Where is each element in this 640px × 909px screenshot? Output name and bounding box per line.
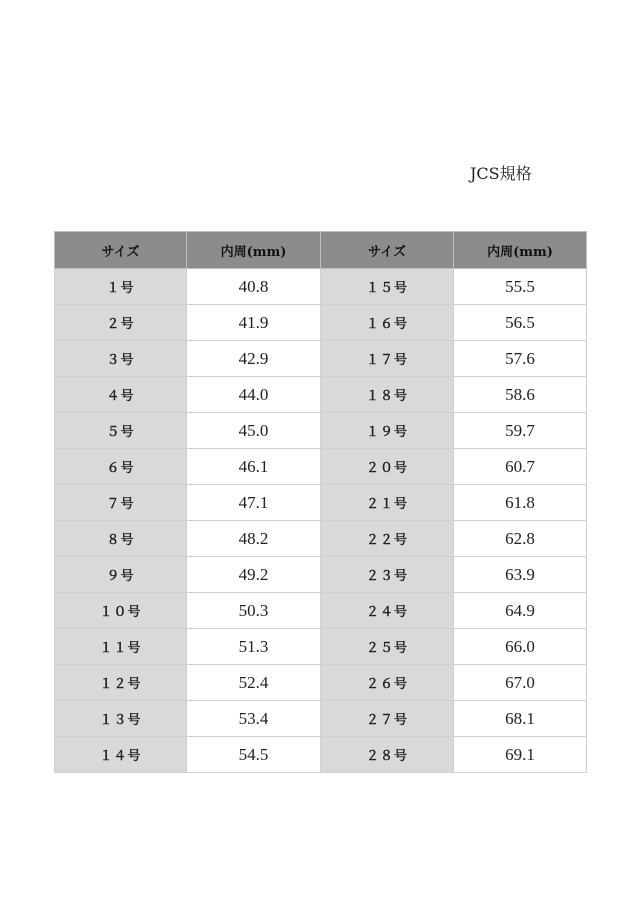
document-title: JCS規格 bbox=[470, 164, 532, 183]
circumference-cell-left: 51.3 bbox=[187, 629, 321, 665]
table-row bbox=[55, 701, 587, 737]
circumference-cell-left: 50.3 bbox=[187, 593, 321, 629]
circumference-cell-right: 69.1 bbox=[454, 737, 587, 773]
circumference-cell-left: 49.2 bbox=[187, 557, 321, 593]
size-cell-right: ２３号 bbox=[321, 557, 454, 593]
circumference-cell-right: 66.0 bbox=[454, 629, 587, 665]
header-size-left: サイズ bbox=[55, 232, 187, 269]
circumference-cell-right: 56.5 bbox=[454, 305, 587, 341]
table-row bbox=[55, 377, 587, 413]
circumference-cell-left: 48.2 bbox=[187, 521, 321, 557]
circumference-cell-left: 52.4 bbox=[187, 665, 321, 701]
circumference-cell-left: 47.1 bbox=[187, 485, 321, 521]
circumference-cell-right: 57.6 bbox=[454, 341, 587, 377]
circumference-cell-right: 63.9 bbox=[454, 557, 587, 593]
size-cell-right: ２５号 bbox=[321, 629, 454, 665]
circumference-cell-right: 64.9 bbox=[454, 593, 587, 629]
table-row bbox=[55, 521, 587, 557]
table-row bbox=[55, 413, 587, 449]
table-row bbox=[55, 449, 587, 485]
size-cell-left: １０号 bbox=[55, 593, 187, 629]
size-cell-right: ２２号 bbox=[321, 521, 454, 557]
circumference-cell-left: 44.0 bbox=[187, 377, 321, 413]
table-row bbox=[55, 269, 587, 305]
table-row bbox=[55, 485, 587, 521]
circumference-cell-right: 68.1 bbox=[454, 701, 587, 737]
table-row bbox=[55, 665, 587, 701]
size-cell-right: ２１号 bbox=[321, 485, 454, 521]
size-cell-left: ２号 bbox=[55, 305, 187, 341]
size-cell-right: ２４号 bbox=[321, 593, 454, 629]
header-circumference-right: 内周(mm) bbox=[454, 232, 587, 269]
ring-size-table bbox=[54, 231, 587, 773]
size-cell-left: ６号 bbox=[55, 449, 187, 485]
table-row bbox=[55, 557, 587, 593]
circumference-cell-left: 45.0 bbox=[187, 413, 321, 449]
size-cell-right: １６号 bbox=[321, 305, 454, 341]
size-cell-right: ２６号 bbox=[321, 665, 454, 701]
size-cell-left: １３号 bbox=[55, 701, 187, 737]
table-row bbox=[55, 629, 587, 665]
circumference-cell-right: 61.8 bbox=[454, 485, 587, 521]
table-row bbox=[55, 305, 587, 341]
size-cell-right: １９号 bbox=[321, 413, 454, 449]
size-cell-right: １７号 bbox=[321, 341, 454, 377]
size-cell-left: ３号 bbox=[55, 341, 187, 377]
circumference-cell-left: 54.5 bbox=[187, 737, 321, 773]
size-cell-left: ５号 bbox=[55, 413, 187, 449]
size-cell-left: １１号 bbox=[55, 629, 187, 665]
size-cell-right: １５号 bbox=[321, 269, 454, 305]
size-cell-right: ２０号 bbox=[321, 449, 454, 485]
circumference-cell-left: 40.8 bbox=[187, 269, 321, 305]
table-row bbox=[55, 593, 587, 629]
circumference-cell-right: 67.0 bbox=[454, 665, 587, 701]
circumference-cell-left: 42.9 bbox=[187, 341, 321, 377]
circumference-cell-right: 58.6 bbox=[454, 377, 587, 413]
size-cell-left: ８号 bbox=[55, 521, 187, 557]
header-size-right: サイズ bbox=[321, 232, 454, 269]
size-cell-right: ２８号 bbox=[321, 737, 454, 773]
header-circumference-left: 内周(mm) bbox=[187, 232, 321, 269]
size-cell-left: １号 bbox=[55, 269, 187, 305]
size-cell-left: ７号 bbox=[55, 485, 187, 521]
table-body bbox=[55, 269, 587, 773]
circumference-cell-left: 53.4 bbox=[187, 701, 321, 737]
circumference-cell-left: 41.9 bbox=[187, 305, 321, 341]
circumference-cell-right: 60.7 bbox=[454, 449, 587, 485]
size-cell-right: ２７号 bbox=[321, 701, 454, 737]
circumference-cell-left: 46.1 bbox=[187, 449, 321, 485]
table-header-row bbox=[55, 232, 587, 269]
size-cell-right: １８号 bbox=[321, 377, 454, 413]
circumference-cell-right: 59.7 bbox=[454, 413, 587, 449]
size-cell-left: １４号 bbox=[55, 737, 187, 773]
size-cell-left: １２号 bbox=[55, 665, 187, 701]
size-cell-left: ４号 bbox=[55, 377, 187, 413]
table-row bbox=[55, 737, 587, 773]
circumference-cell-right: 55.5 bbox=[454, 269, 587, 305]
table-row bbox=[55, 341, 587, 377]
size-cell-left: ９号 bbox=[55, 557, 187, 593]
circumference-cell-right: 62.8 bbox=[454, 521, 587, 557]
